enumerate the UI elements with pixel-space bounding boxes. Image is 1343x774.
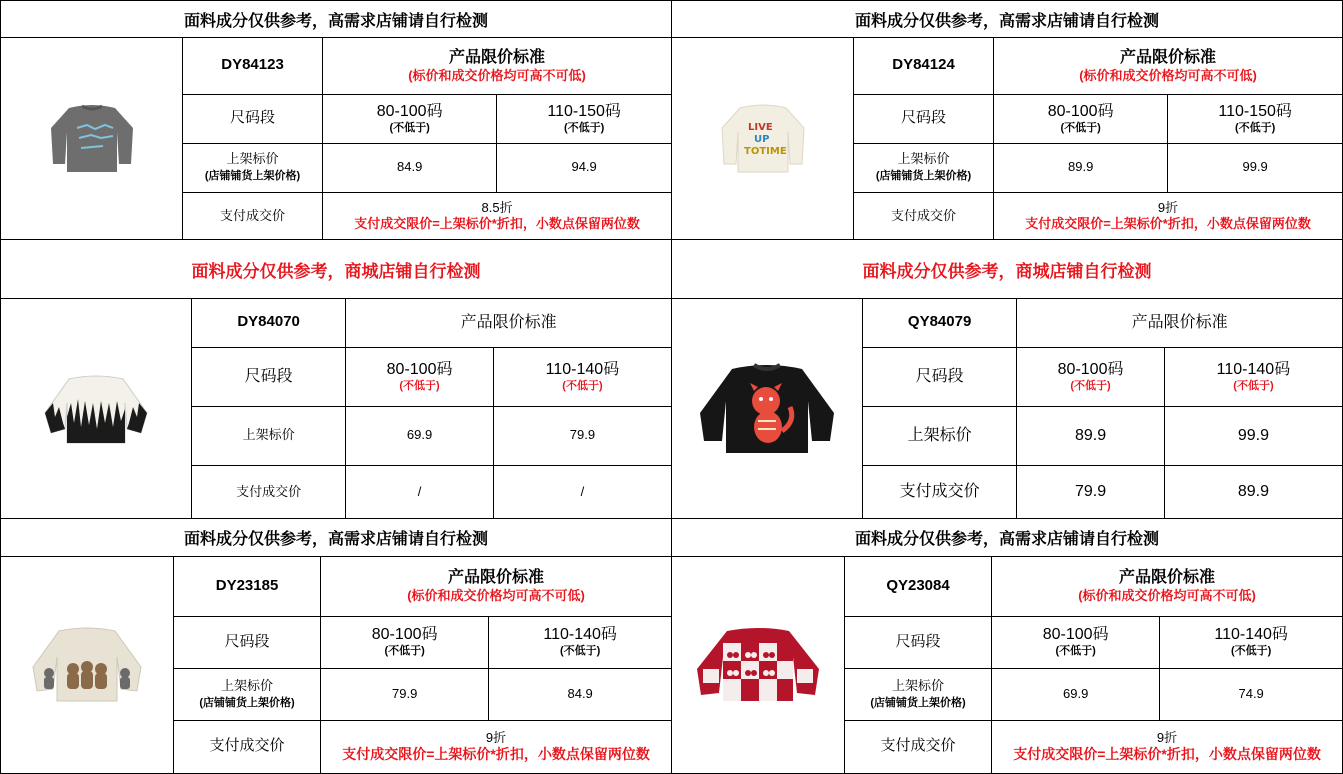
size-range-1: 80-100码 (不低于) [994, 94, 1168, 143]
size-range-1: 80-100码 (不低于) [1017, 347, 1165, 406]
product-code: DY84070 [192, 299, 346, 347]
size-range-2: 110-150码 (不低于) [1168, 94, 1342, 143]
size-label: 尺码段 [183, 94, 323, 143]
size-label: 尺码段 [174, 616, 321, 668]
price-standard-title: 产品限价标准 (标价和成交价格均可高不可低) [994, 38, 1342, 94]
product-image-cell [672, 557, 845, 773]
product-block-dy84070 [0, 239, 672, 519]
size-range-1: 80-100码 (不低于) [321, 616, 489, 668]
list-price-label: 上架标价 [192, 406, 346, 465]
size-label: 尺码段 [845, 616, 992, 668]
size-label: 尺码段 [854, 94, 994, 143]
price-standard-note: (标价和成交价格均可高不可低) [408, 67, 586, 83]
grey-sweater-icon [47, 102, 137, 176]
pay-price-1: / [346, 465, 494, 518]
list-price-2: 84.9 [489, 668, 671, 720]
pay-price-label: 支付成交价 [183, 192, 323, 239]
list-price-label: 上架标价 (店铺铺货上架价格) [845, 668, 992, 720]
size-range-1: 80-100码 (不低于) [323, 94, 497, 143]
product-image-cell [672, 38, 854, 239]
price-standard-note: (标价和成交价格均可高不可低) [407, 588, 585, 604]
list-price-2: 79.9 [493, 406, 671, 465]
product-block-qy23084 [671, 518, 1343, 774]
list-price-1: 89.9 [994, 143, 1168, 192]
pay-price-label: 支付成交价 [192, 465, 346, 518]
pay-price-note: 支付成交限价=上架标价*折扣，小数点保留两位数 [1013, 746, 1321, 763]
product-code: DY84124 [854, 38, 994, 94]
list-price-2: 99.9 [1168, 143, 1342, 192]
pay-price-note: 支付成交限价=上架标价*折扣，小数点保留两位数 [354, 215, 640, 231]
discount: 9折 [485, 729, 507, 745]
pay-price-label: 支付成交价 [174, 720, 321, 773]
disclaimer-header: 面料成分仅供参考，商城店铺自行检测 [672, 240, 1342, 299]
list-price-1: 69.9 [992, 668, 1160, 720]
list-price-1: 89.9 [1017, 406, 1165, 465]
bear-sweater-icon [29, 625, 145, 705]
product-block-dy84123 [0, 0, 672, 240]
size-label: 尺码段 [863, 347, 1017, 406]
cream-sweater-icon [718, 102, 808, 176]
size-range-2: 110-140码 (不低于) [1160, 616, 1342, 668]
disclaimer-header: 面料成分仅供参考，高需求店铺请自行检测 [1, 519, 671, 557]
list-price-2: 74.9 [1160, 668, 1342, 720]
pay-price-label: 支付成交价 [854, 192, 994, 239]
list-price-1: 69.9 [346, 406, 494, 465]
product-block-dy23185 [0, 518, 672, 774]
pay-price-label: 支付成交价 [863, 465, 1017, 518]
product-image-cell [672, 299, 863, 518]
price-standard-title: 产品限价标准 [346, 299, 671, 347]
product-image-cell [1, 557, 174, 773]
size-range-1: 80-100码 (不低于) [346, 347, 494, 406]
price-standard-title: 产品限价标准 (标价和成交价格均可高不可低) [992, 557, 1342, 616]
list-price-2: 99.9 [1164, 406, 1342, 465]
size-range-1: 80-100码 (不低于) [992, 616, 1160, 668]
pay-price-label: 支付成交价 [845, 720, 992, 773]
pay-price-2: 89.9 [1164, 465, 1342, 518]
list-price-label: 上架标价 (店铺铺货上架价格) [183, 143, 323, 192]
pay-price-note: 支付成交限价=上架标价*折扣，小数点保留两位数 [342, 746, 650, 763]
black-tiger-sweater-icon [692, 361, 842, 457]
red-cherry-sweater-icon [693, 625, 823, 705]
disclaimer-header: 面料成分仅供参考，高需求店铺请自行检测 [672, 519, 1342, 557]
discount: 8.5折 [481, 199, 513, 215]
disclaimer-header: 面料成分仅供参考，高需求店铺请自行检测 [672, 1, 1342, 38]
disclaimer-header: 面料成分仅供参考，高需求店铺请自行检测 [1, 1, 671, 38]
list-price-label: 上架标价 (店铺铺货上架价格) [854, 143, 994, 192]
pay-price-rule [323, 192, 671, 239]
size-range-2: 110-140码 (不低于) [493, 347, 671, 406]
list-price-2: 94.9 [497, 143, 671, 192]
product-code: DY23185 [174, 557, 321, 616]
list-price-1: 79.9 [321, 668, 489, 720]
list-price-1: 84.9 [323, 143, 497, 192]
size-range-2: 110-150码 (不低于) [497, 94, 671, 143]
product-block-dy84124 [671, 0, 1343, 240]
pay-price-rule [994, 192, 1342, 239]
list-price-label: 上架标价 (店铺铺货上架价格) [174, 668, 321, 720]
svg-text:UP: UP [753, 133, 769, 145]
pay-price-1: 79.9 [1017, 465, 1165, 518]
pay-price-rule [992, 720, 1342, 773]
product-image-cell [1, 38, 183, 239]
product-code: DY84123 [183, 38, 323, 94]
discount: 9折 [1156, 729, 1178, 745]
size-label: 尺码段 [192, 347, 346, 406]
product-code: QY23084 [845, 557, 992, 616]
size-range-2: 110-140码 (不低于) [1164, 347, 1342, 406]
disclaimer-header: 面料成分仅供参考，商城店铺自行检测 [1, 240, 671, 299]
svg-text:LIVE: LIVE [747, 121, 773, 133]
pay-price-2: / [493, 465, 671, 518]
size-range-2: 110-140码 (不低于) [489, 616, 671, 668]
product-block-qy84079 [671, 239, 1343, 519]
price-standard-title: 产品限价标准 [1017, 299, 1342, 347]
price-standard-note: (标价和成交价格均可高不可低) [1078, 588, 1256, 604]
list-price-label: 上架标价 [863, 406, 1017, 465]
product-code: QY84079 [863, 299, 1017, 347]
price-standard-note: (标价和成交价格均可高不可低) [1079, 67, 1257, 83]
price-standard-title: 产品限价标准 (标价和成交价格均可高不可低) [323, 38, 671, 94]
black-white-sweater-icon [41, 373, 151, 445]
pay-price-note: 支付成交限价=上架标价*折扣，小数点保留两位数 [1025, 215, 1311, 231]
svg-text:TOTIME: TOTIME [743, 145, 787, 157]
price-standard-title: 产品限价标准 (标价和成交价格均可高不可低) [321, 557, 671, 616]
product-image-cell [1, 299, 192, 518]
pay-price-rule [321, 720, 671, 773]
discount: 9折 [1157, 199, 1179, 215]
